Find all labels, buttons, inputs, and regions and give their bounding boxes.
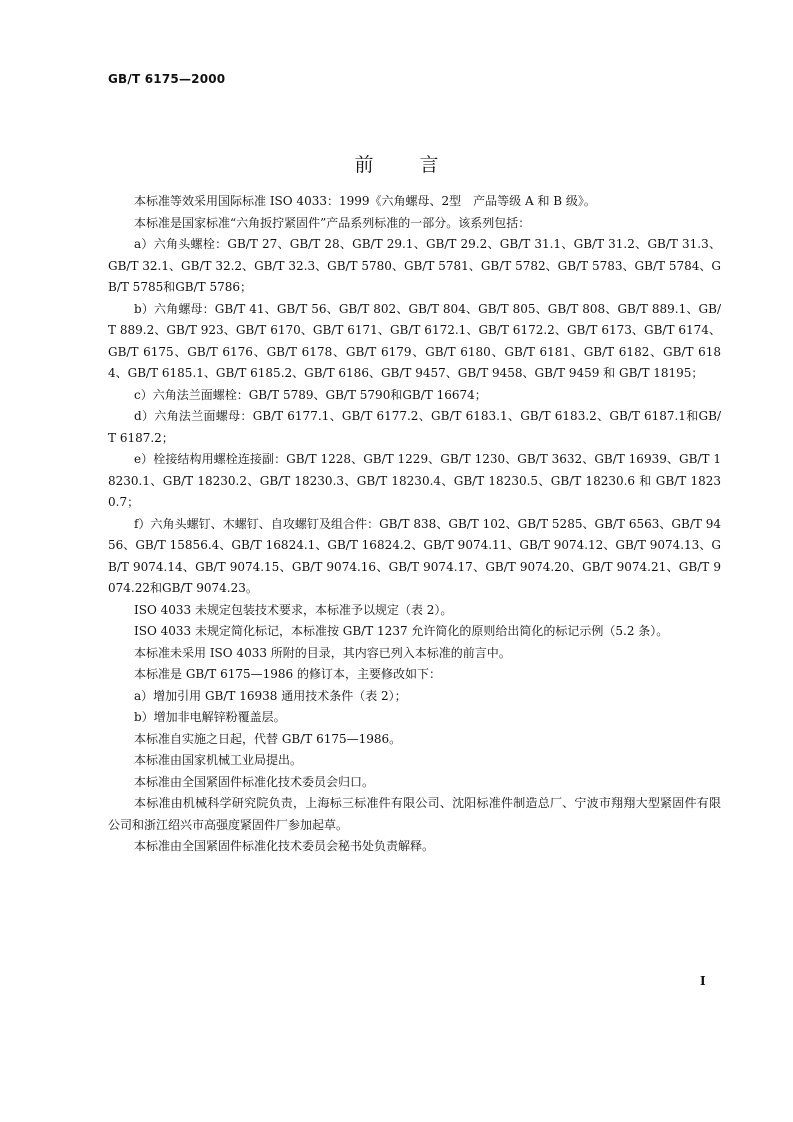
paragraph: 本标准由机械科学研究院负责，上海标三标准件有限公司、沈阳标准件制造总厂、宁波市翔翔大型紧固件有限公司和浙江绍兴市高强度紧固件厂参加起草。 [108, 796, 721, 832]
paragraph: 本标准自实施之日起，代替 GB/T 6175—1986。 [134, 731, 402, 746]
paragraph: d）六角法兰面螺母：GB/T 6177.1、GB/T 6177.2、GB/T 6183.1、GB/T 6183.2、GB/T 6187.1和GB/T 6187.2； [108, 409, 721, 445]
page-number: I [700, 974, 706, 988]
paragraph: 本标准是 GB/T 6175—1986 的修订本，主要修改如下： [134, 667, 441, 681]
paragraph: a）六角头螺栓：GB/T 27、GB/T 28、GB/T 29.1、GB/T 29.2、GB/T 31.1、GB/T 31.2、GB/T 31.3、GB/T 32.1、GB/T 32.2、GB/T 32.3、GB/T 5780、GB/T 5781、GB/T 5782、GB/T 5783、GB/T 5784、GB/T 5785和GB/T 5786； [108, 237, 721, 294]
paragraph: 本标准由全国紧固件标准化技术委员会归口。 [134, 774, 375, 789]
paragraph: 本标准由国家机械工业局提出。 [134, 753, 303, 767]
paragraph: ISO 4033 未规定简化标记，本标准按 GB/T 1237 允许简化的原则给出简化的标记示例（5.2 条）。 [134, 624, 669, 638]
paragraph: b）六角螺母：GB/T 41、GB/T 56、GB/T 802、GB/T 804、GB/T 805、GB/T 808、GB/T 889.1、GB/T 889.2、GB/T 923、GB/T 6170、GB/T 6171、GB/T 6172.1、GB/T 6172.2、GB/T 6173、GB/T 6174、GB/T 6175、GB/T 6176、GB/T 6178、GB/T 6179、GB/T 6180、GB/T 6181、GB/T 6182、GB/T 6184、GB/T 6185.1、GB/T 6185.2、GB/T 6186、GB/T 9457、GB/T 9458、GB/T 9459 和 GB/T 18195； [108, 301, 721, 380]
paragraph: c）六角法兰面螺栓：GB/T 5789、GB/T 5790和GB/T 16674； [134, 387, 487, 402]
foreword-body [108, 191, 721, 858]
paragraph: e）栓接结构用螺栓连接副：GB/T 1228、GB/T 1229、GB/T 1230、GB/T 3632、GB/T 16939、GB/T 18230.1、GB/T 18230.2、GB/T 18230.3、GB/T 18230.4、GB/T 18230.5、GB/T 18230.6 和 GB/T 18230.7； [108, 452, 721, 509]
paragraph: b）增加非电解锌粉覆盖层。 [134, 710, 286, 724]
paragraph: 本标准等效采用国际标准 ISO 4033：1999《六角螺母、2型 产品等级 A 和 B 级》。 [134, 194, 596, 208]
document-id: GB/T 6175—2000 [108, 72, 226, 86]
paragraph: 本标准由全国紧固件标准化技术委员会秘书处负责解释。 [134, 839, 435, 853]
paragraph: 本标准是国家标准“六角扳拧紧固件”产品系列标准的一部分。该系列包括： [134, 215, 531, 230]
paragraph: ISO 4033 未规定包装技术要求，本标准予以规定（表 2）。 [134, 602, 453, 617]
paragraph: a）增加引用 GB/T 16938 通用技术条件（表 2）； [134, 688, 407, 703]
paragraph: 本标准未采用 ISO 4033 所附的目录，其内容已列入本标准的前言中。 [134, 645, 511, 660]
paragraph: f）六角头螺钉、木螺钉、自攻螺钉及组合件：GB/T 838、GB/T 102、GB/T 5285、GB/T 6563、GB/T 9456、GB/T 15856.4、GB/T 16824.1、GB/T 16824.2、GB/T 9074.11、GB/T 9074.12、GB/T 9074.13、GB/T 9074.14、GB/T 9074.15、GB/T 9074.16、GB/T 9074.17、GB/T 9074.20、GB/T 9074.21、GB/T 9074.22和GB/T 9074.23。 [108, 516, 721, 595]
page-title: 前言 [354, 154, 485, 176]
